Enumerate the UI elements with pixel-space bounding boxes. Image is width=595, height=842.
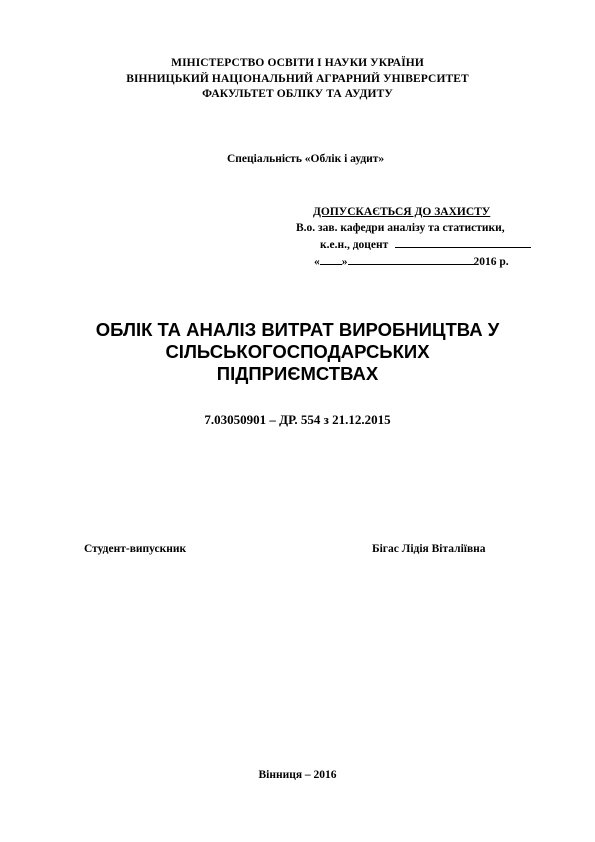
thesis-title-line-2: СІЛЬСЬКОГОСПОДАРСЬКИХ [165,341,430,362]
thesis-code: 7.03050901 – ДР. 554 з 21.12.2015 [204,412,391,427]
student-label: Студент-випускник [84,543,187,555]
date-quote-open: « [314,256,320,268]
approval-year: 2016 р. [473,256,509,268]
place-year: Вінниця – 2016 [258,769,337,781]
approval-degree: к.е.н., доцент [320,239,389,251]
approval-block [296,204,566,270]
month-blank [348,253,474,265]
specialty-line: Спеціальність «Облік і аудит» [227,153,385,165]
institution-header [0,56,595,103]
faculty-name: ФАКУЛЬТЕТ ОБЛІКУ ТА АУДИТУ [202,88,393,100]
date-quote-close: » [341,256,348,268]
thesis-title-line-3: ПІДПРИЄМСТВАХ [216,363,379,384]
approval-degree-line [296,236,566,253]
approval-role: В.о. зав. кафедри аналізу та статистики, [296,222,505,234]
university-name: ВІННИЦЬКИЙ НАЦІОНАЛЬНИЙ АГРАРНИЙ УНІВЕРСИТЕТ [126,72,469,85]
approval-date-line [296,253,566,270]
signature-blank [395,236,531,248]
thesis-title-line-1: ОБЛІК ТА АНАЛІЗ ВИТРАТ ВИРОБНИЦТВА У [95,319,500,340]
day-blank [320,253,342,265]
student-name: Бігас Лідія Віталіївна [372,543,486,555]
thesis-title [60,319,535,385]
ministry-name: МІНІСТЕРСТВО ОСВІТИ І НАУКИ УКРАЇНИ [171,57,424,69]
approval-title: ДОПУСКАЄТЬСЯ ДО ЗАХИСТУ [313,206,491,218]
